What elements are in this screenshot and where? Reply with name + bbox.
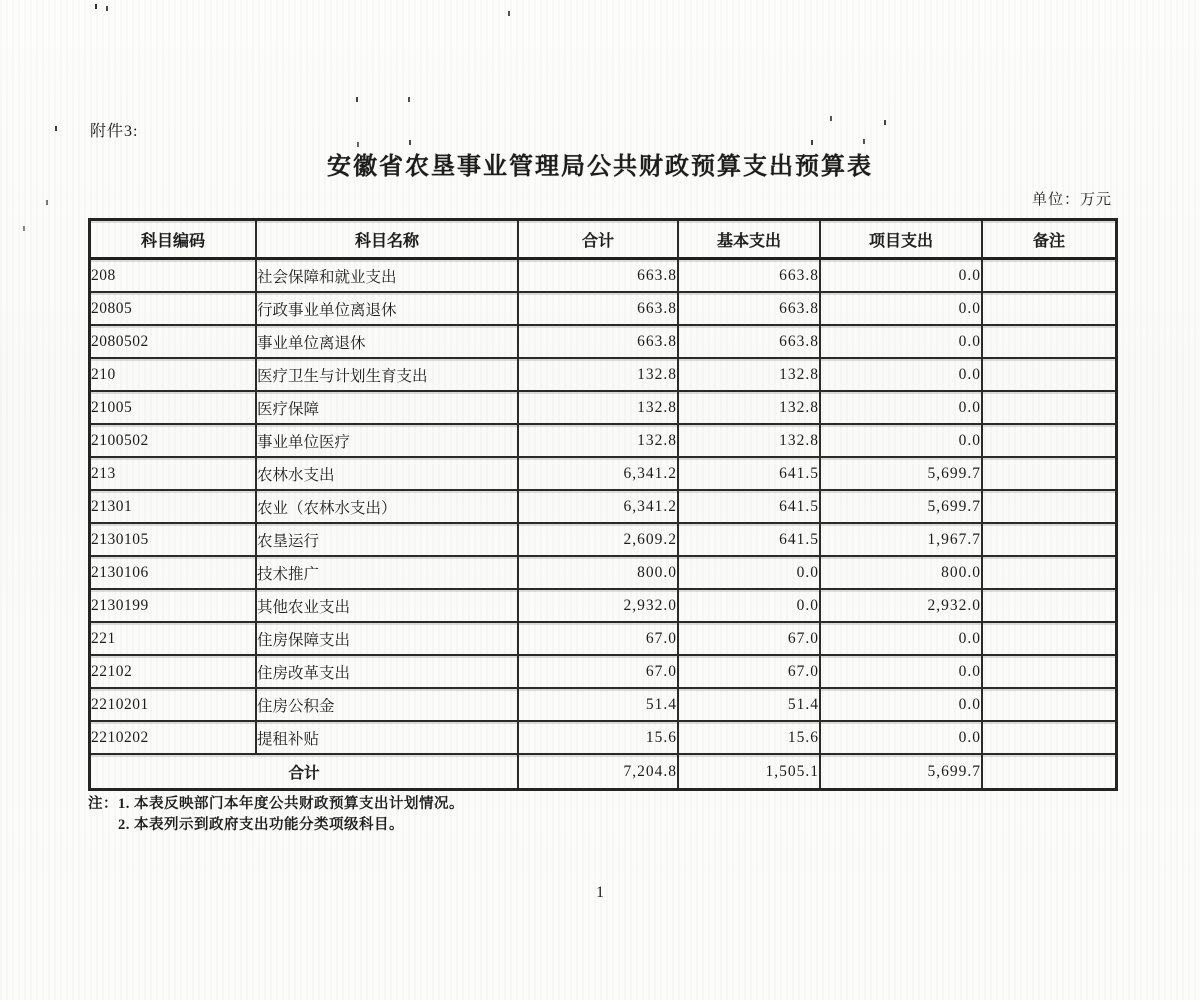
total-row-remark <box>983 755 1115 788</box>
table-body <box>91 260 1115 755</box>
column-header-name: 科目名称 <box>257 221 519 260</box>
cell-project: 2,932.0 <box>821 590 983 623</box>
table-row <box>91 392 1115 425</box>
note-line: 2. 本表列示到政府支出功能分类项级科目。 <box>118 817 404 833</box>
notes <box>88 794 464 836</box>
cell-subject-name: 事业单位离退休 <box>257 326 519 359</box>
table-row <box>91 623 1115 656</box>
cell-total: 2,932.0 <box>519 590 679 623</box>
cell-basic: 132.8 <box>679 425 821 458</box>
cell-remark <box>983 623 1115 656</box>
cell-remark <box>983 392 1115 425</box>
cell-total: 67.0 <box>519 623 679 656</box>
cell-project: 5,699.7 <box>821 458 983 491</box>
cell-total: 51.4 <box>519 689 679 722</box>
unit-label: 单位：万元 <box>1031 192 1112 208</box>
cell-basic: 663.8 <box>679 293 821 326</box>
cell-total: 663.8 <box>519 260 679 293</box>
cell-project: 0.0 <box>821 656 983 689</box>
cell-basic: 67.0 <box>679 623 821 656</box>
cell-subject-name: 农垦运行 <box>257 524 519 557</box>
page-number: 1 <box>596 884 604 901</box>
cell-subject-code: 2210202 <box>91 722 257 755</box>
cell-remark <box>983 656 1115 689</box>
cell-project: 0.0 <box>821 359 983 392</box>
table-row <box>91 458 1115 491</box>
cell-basic: 15.6 <box>679 722 821 755</box>
budget-table <box>88 218 1118 791</box>
cell-subject-name: 技术推广 <box>257 557 519 590</box>
cell-total: 132.8 <box>519 425 679 458</box>
cell-basic: 51.4 <box>679 689 821 722</box>
cell-project: 0.0 <box>821 326 983 359</box>
cell-project: 0.0 <box>821 260 983 293</box>
cell-total: 6,341.2 <box>519 491 679 524</box>
column-header-code: 科目编码 <box>91 221 257 260</box>
cell-remark <box>983 524 1115 557</box>
cell-basic: 663.8 <box>679 260 821 293</box>
cell-project: 0.0 <box>821 689 983 722</box>
table-row <box>91 689 1115 722</box>
table-row <box>91 293 1115 326</box>
cell-subject-code: 213 <box>91 458 257 491</box>
cell-subject-name: 住房保障支出 <box>257 623 519 656</box>
table-row <box>91 425 1115 458</box>
cell-remark <box>983 359 1115 392</box>
table-row <box>91 590 1115 623</box>
cell-project: 0.0 <box>821 392 983 425</box>
cell-project: 5,699.7 <box>821 491 983 524</box>
cell-remark <box>983 260 1115 293</box>
cell-project: 0.0 <box>821 293 983 326</box>
cell-subject-name: 社会保障和就业支出 <box>257 260 519 293</box>
cell-total: 663.8 <box>519 326 679 359</box>
cell-subject-name: 农林水支出 <box>257 458 519 491</box>
cell-basic: 641.5 <box>679 491 821 524</box>
cell-total: 15.6 <box>519 722 679 755</box>
cell-subject-code: 2130105 <box>91 524 257 557</box>
notes-prefix: 注： <box>88 796 118 812</box>
table-row <box>91 359 1115 392</box>
table-row <box>91 524 1115 557</box>
cell-remark <box>983 689 1115 722</box>
cell-basic: 132.8 <box>679 359 821 392</box>
note-line: 1. 本表反映部门本年度公共财政预算支出计划情况。 <box>118 796 464 812</box>
cell-total: 132.8 <box>519 359 679 392</box>
cell-total: 132.8 <box>519 392 679 425</box>
cell-basic: 0.0 <box>679 590 821 623</box>
cell-remark <box>983 491 1115 524</box>
cell-subject-name: 医疗保障 <box>257 392 519 425</box>
cell-total: 663.8 <box>519 293 679 326</box>
cell-subject-name: 提租补贴 <box>257 722 519 755</box>
table-row <box>91 326 1115 359</box>
cell-subject-code: 2210201 <box>91 689 257 722</box>
table-row <box>91 656 1115 689</box>
cell-basic: 0.0 <box>679 557 821 590</box>
cell-project: 1,967.7 <box>821 524 983 557</box>
cell-remark <box>983 722 1115 755</box>
table-row <box>91 260 1115 293</box>
table-row <box>91 491 1115 524</box>
attachment-label: 附件3: <box>90 123 139 140</box>
column-header-remark: 备注 <box>983 221 1115 260</box>
total-row-total: 7,204.8 <box>519 755 679 788</box>
cell-remark <box>983 293 1115 326</box>
total-row-label: 合计 <box>91 755 519 788</box>
cell-basic: 641.5 <box>679 524 821 557</box>
cell-total: 6,341.2 <box>519 458 679 491</box>
cell-subject-name: 农业（农林水支出） <box>257 491 519 524</box>
column-header-total: 合计 <box>519 221 679 260</box>
cell-remark <box>983 590 1115 623</box>
cell-subject-name: 其他农业支出 <box>257 590 519 623</box>
cell-subject-code: 2080502 <box>91 326 257 359</box>
cell-subject-code: 2130106 <box>91 557 257 590</box>
cell-subject-code: 2130199 <box>91 590 257 623</box>
cell-remark <box>983 458 1115 491</box>
cell-remark <box>983 425 1115 458</box>
table-row <box>91 557 1115 590</box>
cell-project: 800.0 <box>821 557 983 590</box>
cell-subject-name: 事业单位医疗 <box>257 425 519 458</box>
cell-subject-code: 21301 <box>91 491 257 524</box>
cell-project: 0.0 <box>821 722 983 755</box>
cell-basic: 67.0 <box>679 656 821 689</box>
cell-remark <box>983 557 1115 590</box>
total-row-project: 5,699.7 <box>821 755 983 788</box>
cell-basic: 663.8 <box>679 326 821 359</box>
table-total-row <box>91 755 1115 788</box>
cell-subject-code: 22102 <box>91 656 257 689</box>
cell-project: 0.0 <box>821 425 983 458</box>
column-header-project: 项目支出 <box>821 221 983 260</box>
cell-total: 67.0 <box>519 656 679 689</box>
cell-total: 2,609.2 <box>519 524 679 557</box>
cell-subject-code: 20805 <box>91 293 257 326</box>
table-header-row <box>91 221 1115 260</box>
cell-subject-name: 住房公积金 <box>257 689 519 722</box>
cell-subject-code: 21005 <box>91 392 257 425</box>
cell-subject-name: 医疗卫生与计划生育支出 <box>257 359 519 392</box>
cell-subject-code: 208 <box>91 260 257 293</box>
cell-subject-code: 2100502 <box>91 425 257 458</box>
scan-speckles <box>0 0 2 5</box>
page-title: 安徽省农垦事业管理局公共财政预算支出预算表 <box>327 154 873 180</box>
table-row <box>91 722 1115 755</box>
cell-subject-name: 住房改革支出 <box>257 656 519 689</box>
cell-project: 0.0 <box>821 623 983 656</box>
cell-subject-code: 210 <box>91 359 257 392</box>
cell-basic: 132.8 <box>679 392 821 425</box>
column-header-basic: 基本支出 <box>679 221 821 260</box>
cell-subject-code: 221 <box>91 623 257 656</box>
cell-remark <box>983 326 1115 359</box>
cell-basic: 641.5 <box>679 458 821 491</box>
cell-subject-name: 行政事业单位离退休 <box>257 293 519 326</box>
cell-total: 800.0 <box>519 557 679 590</box>
total-row-basic: 1,505.1 <box>679 755 821 788</box>
